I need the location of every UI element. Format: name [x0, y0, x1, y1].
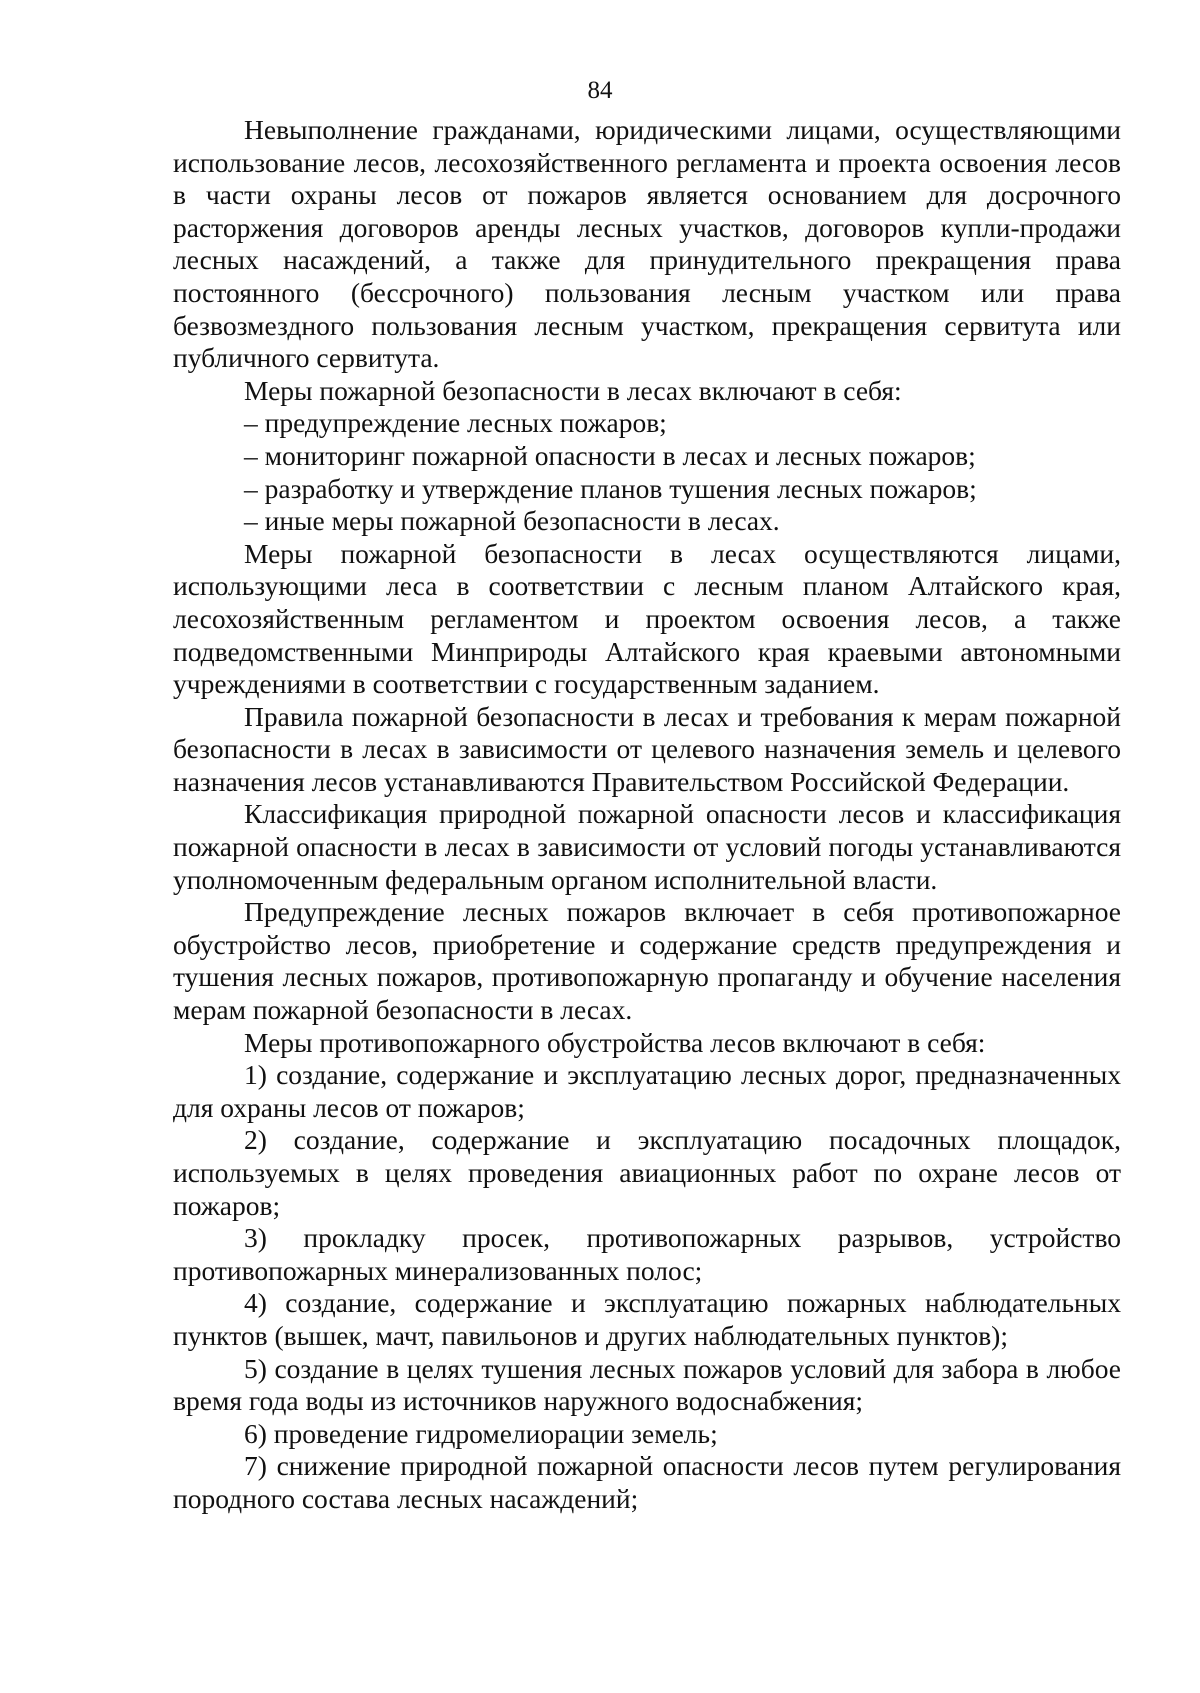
paragraph-fire-safety-measures-intro: Меры пожарной безопасности в лесах включают в себя: [244, 374, 902, 406]
document-body [173, 114, 1121, 1516]
paragraph-fire-danger-classification: Классификация природной пожарной опасности лесов и классификация пожарной опасности в лесах в зависимости от условий погоды устанавливаются уполномоченным федеральным органом исполнительной власти. [173, 798, 1121, 895]
list-item-other-measures: – иные меры пожарной безопасности в лесах. [244, 505, 780, 537]
numbered-item-landing-sites: 2) создание, содержание и эксплуатацию посадочных площадок, используемых в целях проведения авиационных работ по охране лесов от пожаров; [173, 1124, 1121, 1221]
numbered-item-water-intake: 5) создание в целях тушения лесных пожаров условий для забора в любое время года воды из источников наружного водоснабжения; [173, 1352, 1121, 1417]
numbered-item-hydromelioration: 6) проведение гидромелиорации земель; [244, 1417, 718, 1449]
numbered-item-firebreaks: 3) прокладку просек, противопожарных разрывов, устройство противопожарных минерализованных полос; [173, 1222, 1121, 1286]
paragraph-violation-consequences: Невыполнение гражданами, юридическими лицами, осуществляющими использование лесов, лесохозяйственного регламента и проекта освоения лесов в части охраны лесов от пожаров является основанием для досрочного расторжения договоров аренды лесных участков, договоров купли-продажи лесных насаждений, а также для принудительного прекращения права постоянного (бессрочного) пользования лесным участком или права безвозмездного пользования лесным участком, прекращения сервитута или публичного сервитута. [173, 114, 1121, 374]
list-item-fire-prevention: – предупреждение лесных пожаров; [244, 407, 667, 439]
list-item-fire-monitoring: – мониторинг пожарной опасности в лесах и лесных пожаров; [244, 439, 976, 471]
paragraph-fire-prevention-definition: Предупреждение лесных пожаров включает в себя противопожарное обустройство лесов, приобретение и содержание средств предупреждения и тушения лесных пожаров, противопожарную пропаганду и обучение населения мерам пожарной безопасности в лесах. [173, 896, 1121, 1026]
paragraph-measures-implementation: Меры пожарной безопасности в лесах осуществляются лицами, использующими леса в соответствии с лесным планом Алтайского края, лесохозяйственным регламентом и проектом освоения лесов, а также подведомственными Минприроды Алтайского края краевыми автономными учреждениями в соответствии с государственным заданием. [173, 537, 1121, 700]
numbered-item-species-regulation: 7) снижение природной пожарной опасности лесов путем регулирования породного состава лесных насаждений; [173, 1450, 1121, 1514]
numbered-item-forest-roads: 1) создание, содержание и эксплуатацию лесных дорог, предназначенных для охраны лесов от пожаров; [173, 1059, 1121, 1123]
paragraph-fire-arrangement-intro: Меры противопожарного обустройства лесов включают в себя: [244, 1026, 986, 1058]
page-number: 84 [587, 77, 613, 104]
paragraph-fire-safety-rules: Правила пожарной безопасности в лесах и требования к мерам пожарной безопасности в лесах в зависимости от целевого назначения земель и целевого назначения лесов устанавливаются Правительством Российской Федерации. [173, 700, 1121, 797]
list-item-extinguishing-plans: – разработку и утверждение планов тушения лесных пожаров; [244, 472, 977, 504]
numbered-item-observation-points: 4) создание, содержание и эксплуатацию пожарных наблюдательных пунктов (вышек, мачт, павильонов и других наблюдательных пунктов); [173, 1287, 1121, 1351]
